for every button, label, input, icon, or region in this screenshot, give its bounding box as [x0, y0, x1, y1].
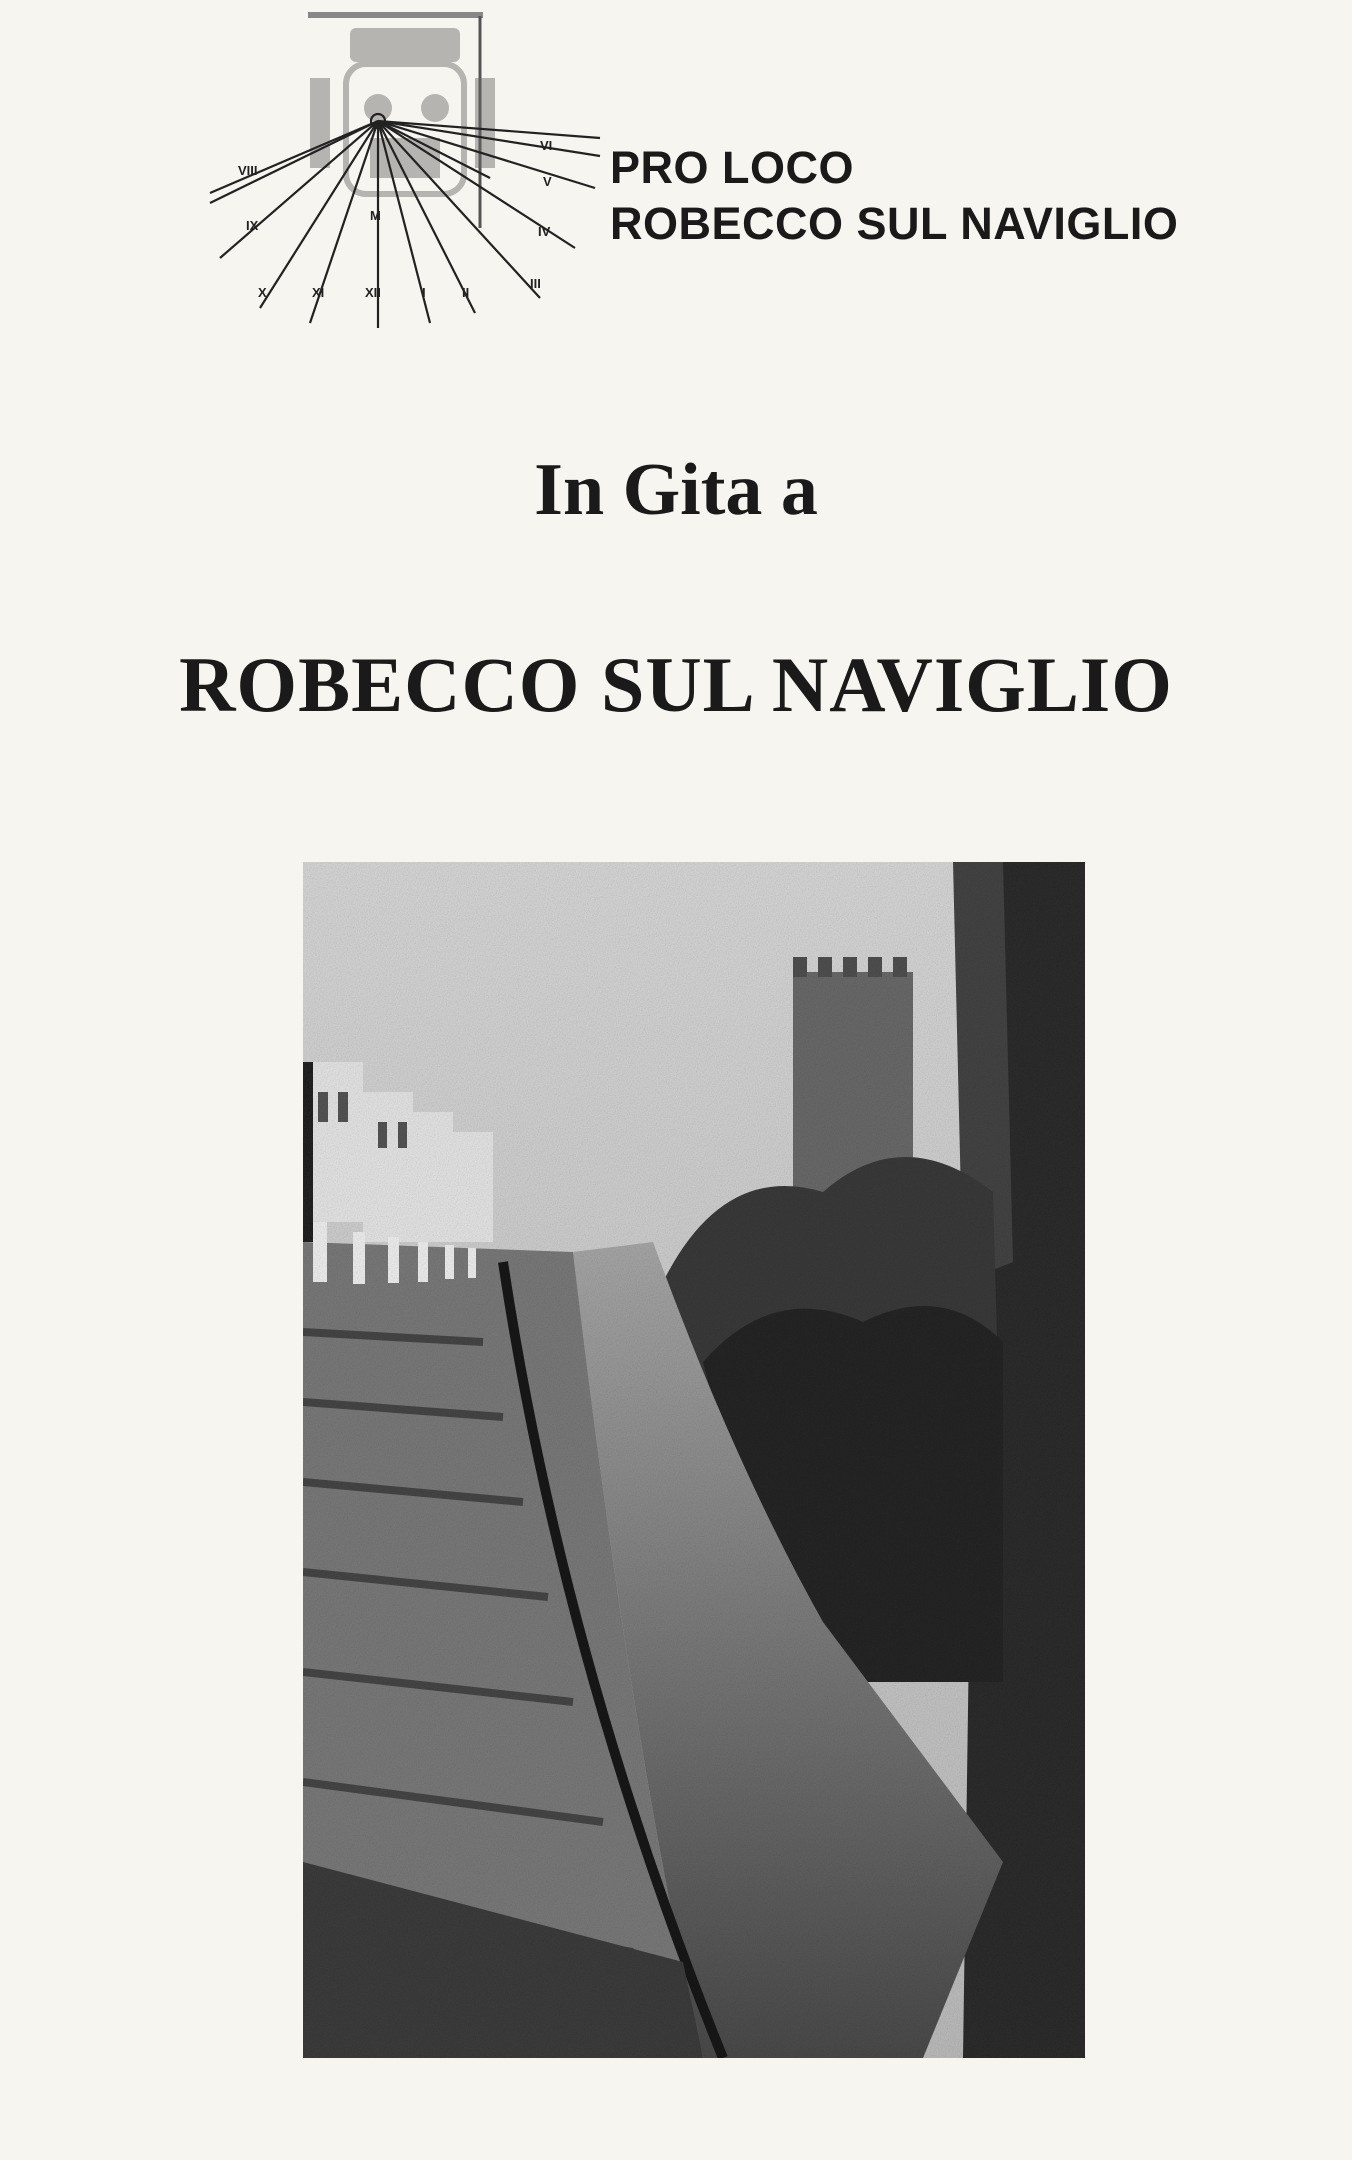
svg-text:VI: VI [540, 138, 553, 153]
naviglio-canal-photo [303, 862, 1085, 2058]
svg-text:IV: IV [538, 224, 551, 239]
svg-text:X: X [258, 285, 267, 300]
svg-text:IX: IX [246, 218, 259, 233]
svg-text:XII: XII [365, 285, 381, 300]
page-title-line-1: In Gita a [534, 449, 818, 531]
svg-text:M: M [370, 208, 381, 223]
org-line-2: ROBECCO SUL NAVIGLIO [610, 198, 1179, 249]
svg-text:I: I [422, 285, 426, 300]
organization-name [610, 140, 1178, 252]
page-title-line-2: ROBECCO SUL NAVIGLIO [179, 641, 1173, 728]
svg-text:VIII: VIII [238, 163, 258, 178]
svg-text:III: III [530, 276, 541, 291]
svg-text:V: V [543, 174, 552, 189]
org-line-1: PRO LOCO [610, 142, 855, 193]
svg-text:XI: XI [312, 285, 325, 300]
sundial-logo-icon [200, 8, 620, 328]
svg-text:II: II [462, 285, 470, 300]
